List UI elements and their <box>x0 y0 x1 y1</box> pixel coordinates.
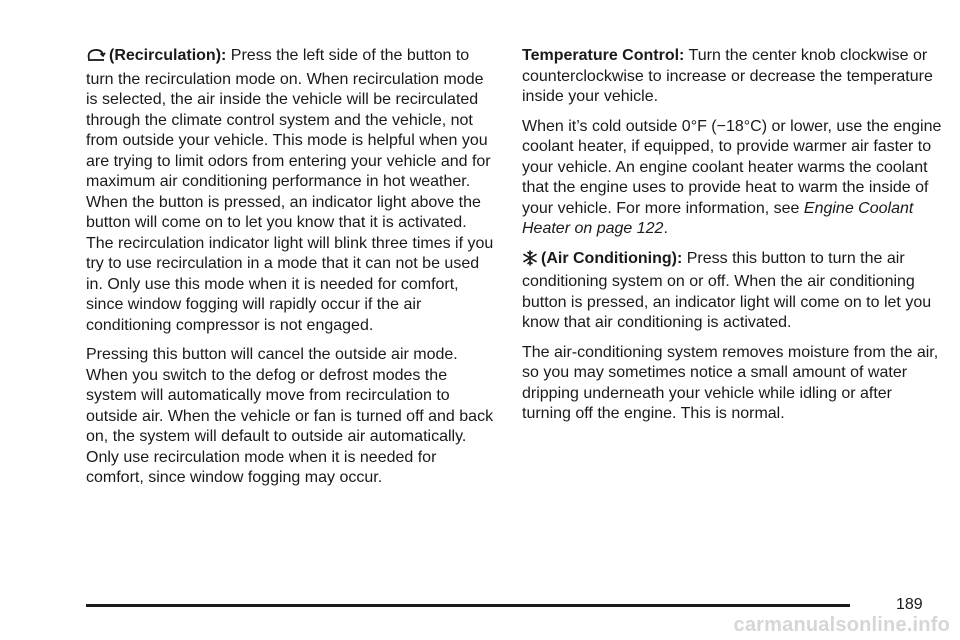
snowflake-icon <box>522 250 538 273</box>
footer-rule <box>86 604 850 607</box>
temperature-text: Turn the center knob clockwise or counterclockwise to increase or decrease the temperature inside your vehicle. <box>522 47 933 105</box>
page-number: 189 <box>896 596 923 613</box>
moisture-paragraph: The air-conditioning system removes moisture from the air, so you may sometimes notice a small amount of water dripping underneath your vehicle while idling or after turning off the engine. This is normal. <box>522 343 939 422</box>
air-conditioning-text: Press this button to turn the air conditioning system on or off. When the air conditioning button is pressed, an indicator light will come on to let you know that air conditioning is activated. <box>522 249 932 331</box>
coolant-heater-reference[interactable]: Engine Coolant Heater on page 122 <box>522 199 914 237</box>
air-conditioning-label: (Air Conditioning): <box>541 249 683 267</box>
temperature-label: Temperature Control: <box>522 47 685 64</box>
right-column <box>522 46 942 434</box>
recirculation-icon <box>86 47 106 70</box>
recirculation-text: Press the left side of the button to turn the recirculation mode on. When recirculation mode is selected, the air inside the vehicle will be recirculated through the climate control system and the vehicle, not from outside your vehicle. This mode is helpful when you are trying to limit odors from entering your vehicle and for maximum air conditioning performance in hot weather. When the button is pressed, an indicator light above the button will come on to let you know that it is activated. The recirculation indicator light will blink three times if you try to use recirculation in a mode that it can not be used in. Only use this mode when it is needed for comfort, since window fogging will rapidly occur if the air conditioning compressor is not engaged. <box>86 47 494 334</box>
recirculation-label: (Recirculation): <box>109 47 227 64</box>
outside-air-paragraph: Pressing this button will cancel the outside air mode. When you switch to the defog or defrost modes the system will automatically move from recirculation to outside air. When the vehicle or fan is turned off and back on, the system will default to outside air automatically. Only use recirculation mode when it is needed for comfort, since window fogging may occur. <box>86 346 494 486</box>
watermark: carmanualsonline.info <box>733 614 950 636</box>
cold-weather-paragraph <box>522 117 942 240</box>
temperature-paragraph <box>522 46 942 108</box>
cold-weather-text: When it’s cold outside 0°F (−18°C) or lower, use the engine coolant heater, if equipped, to provide warmer air faster to your vehicle. An engine coolant heater warms the coolant that the engine uses to provide heat to warm the inside of your vehicle. For more information, see <box>522 117 942 217</box>
recirculation-paragraph <box>86 46 496 336</box>
left-column <box>86 46 496 498</box>
cold-weather-end: . <box>663 220 668 237</box>
air-conditioning-paragraph <box>522 249 942 334</box>
